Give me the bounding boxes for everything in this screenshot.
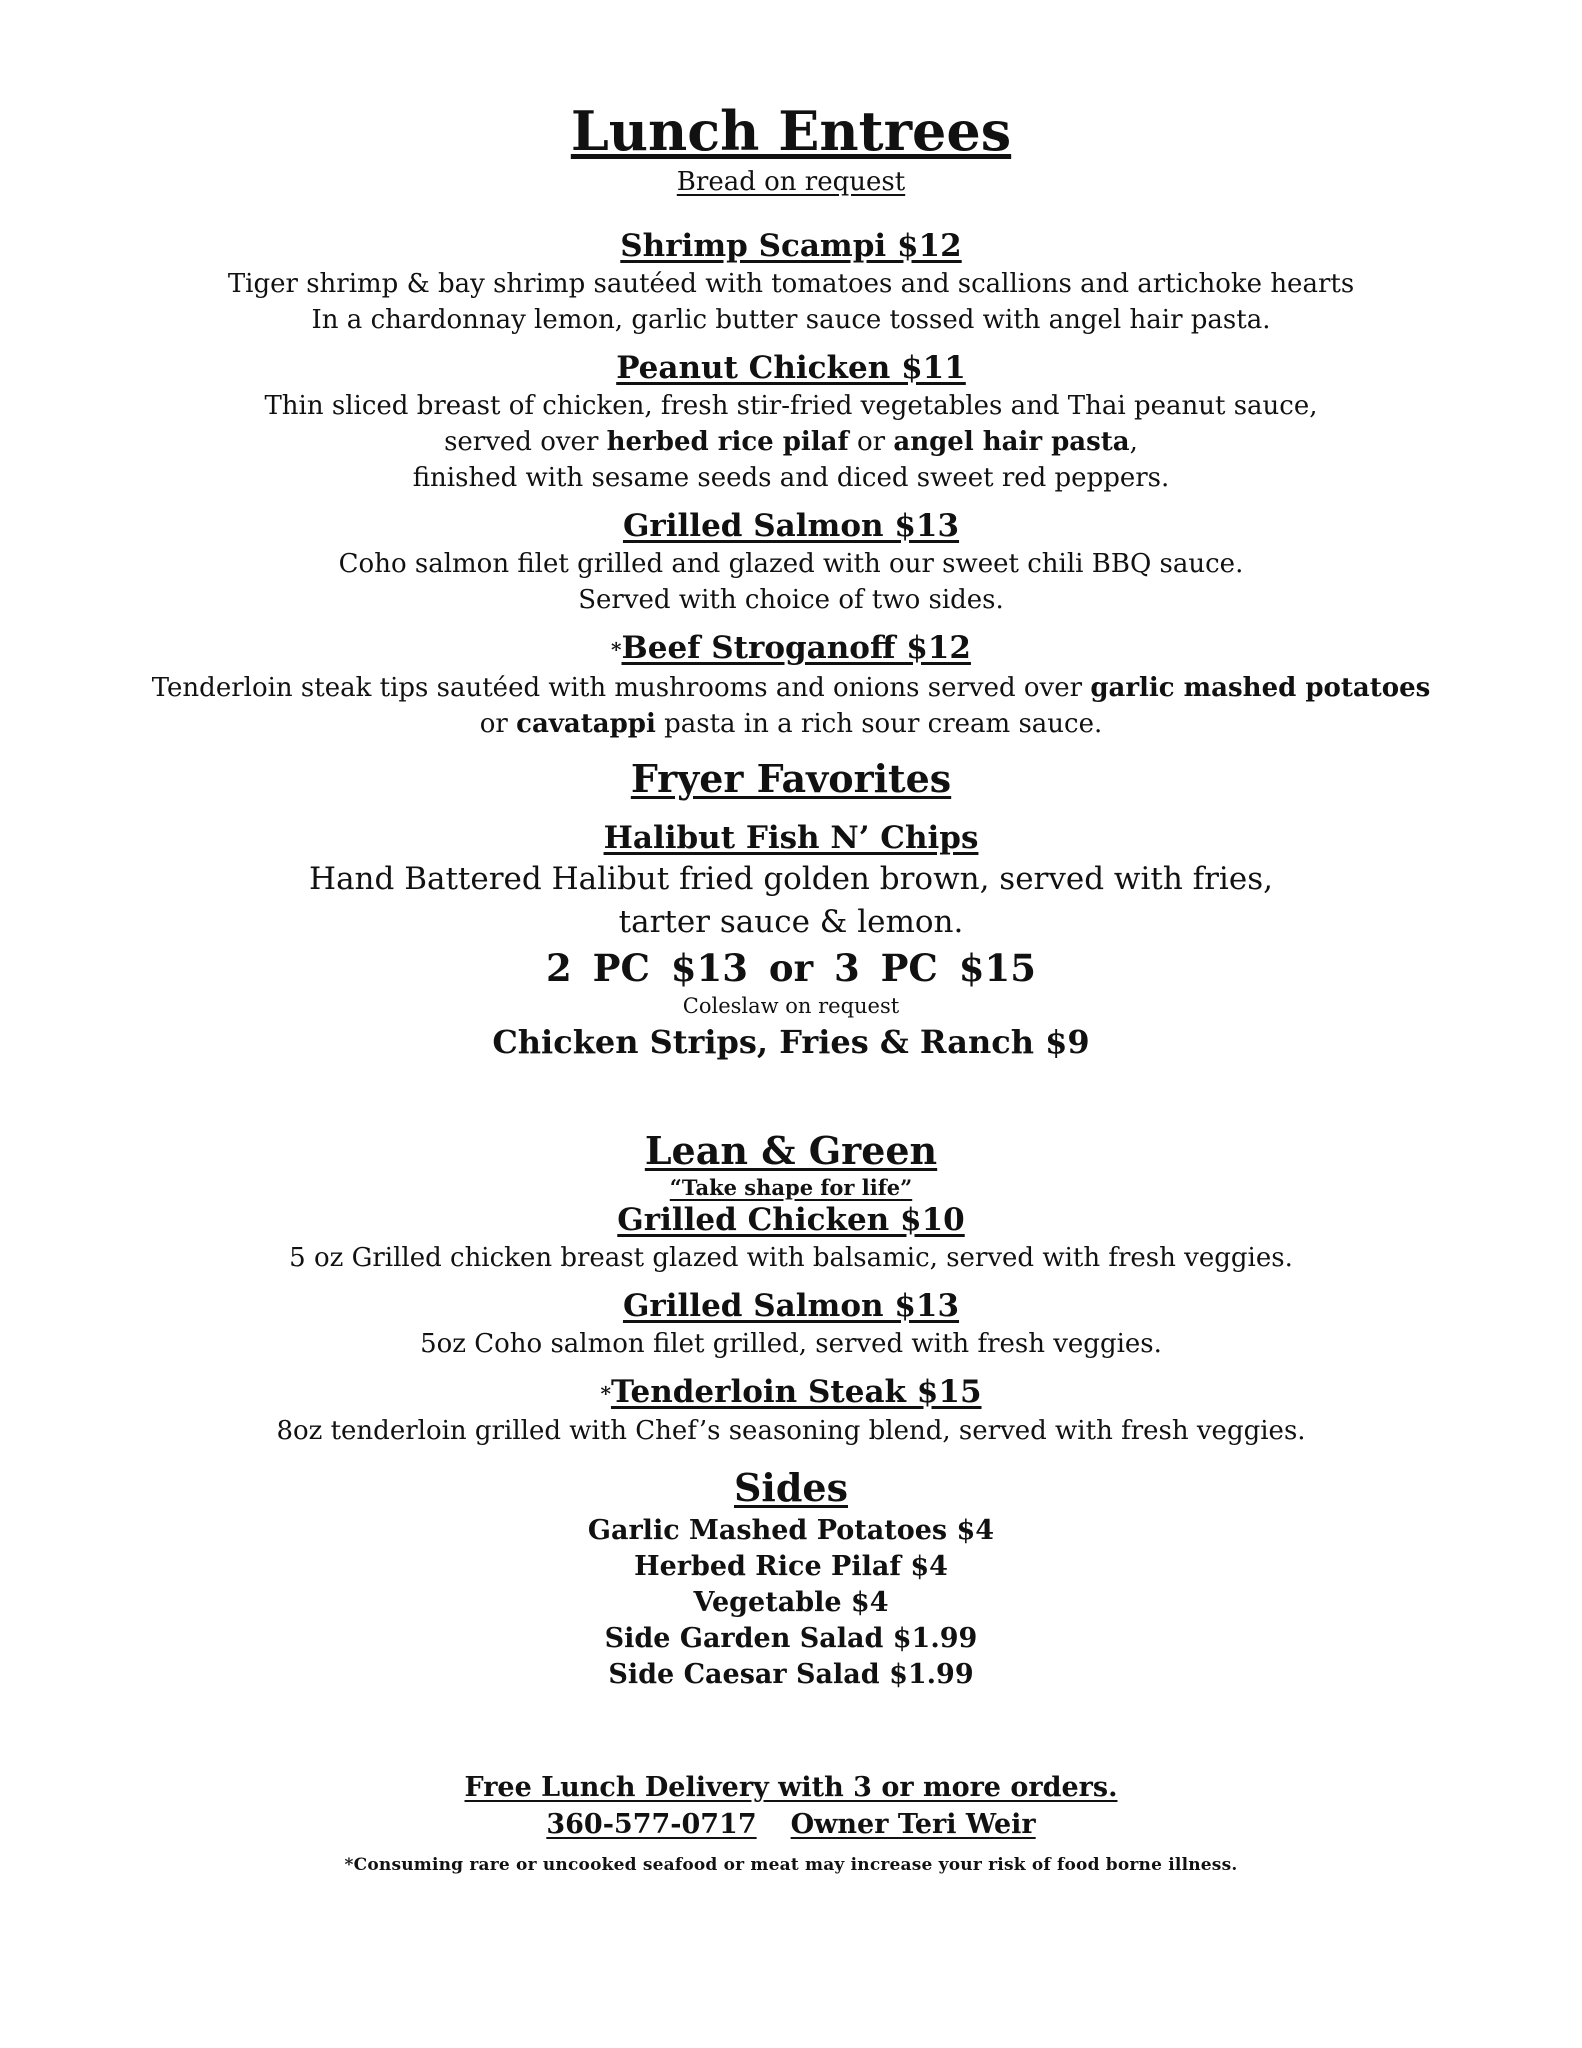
- item-desc-line: [0, 424, 1582, 460]
- owner-name: Owner Teri Weir: [790, 1809, 1036, 1840]
- item-desc-line: Thin sliced breast of chicken, fresh stir-fried vegetables and Thai peanut sauce,: [264, 391, 1318, 421]
- asterisk-mark: *: [600, 1381, 611, 1405]
- desc-text: or: [848, 427, 894, 457]
- item-title: Shrimp Scampi $12: [620, 228, 962, 264]
- menu-item-grilled-salmon: [0, 506, 1582, 618]
- side-item: Herbed Rice Pilaf $4: [634, 1551, 948, 1582]
- item-title: Grilled Salmon $13: [622, 1287, 960, 1324]
- item-desc-line: 8oz tenderloin grilled with Chef’s seasoning blend, served with fresh veggies.: [276, 1416, 1306, 1446]
- item-title: [0, 628, 1582, 670]
- item-desc-line: In a chardonnay lemon, garlic butter sauce tossed with angel hair pasta.: [311, 305, 1271, 335]
- menu-item-grilled-chicken: [0, 1200, 1582, 1276]
- menu-item-tenderloin-steak: [0, 1372, 1582, 1450]
- sides-section: [0, 1463, 1582, 1693]
- side-item: Side Garden Salad $1.99: [604, 1623, 978, 1654]
- lean-green-title: Lean & Green: [644, 1127, 938, 1173]
- item-desc-line: Tiger shrimp & bay shrimp sautéed with tomatoes and scallions and artichoke hearts: [227, 269, 1355, 299]
- desc-bold-option: herbed rice pilaf: [606, 427, 849, 457]
- item-title: Grilled Salmon $13: [622, 508, 960, 544]
- lunch-entrees-title: Lunch Entrees: [570, 99, 1012, 163]
- desc-bold-option: angel hair pasta: [893, 427, 1130, 457]
- halibut-title: Halibut Fish N’ Chips: [603, 819, 979, 856]
- item-title-text: Tenderloin Steak $15: [610, 1373, 982, 1410]
- desc-text: served over: [444, 427, 607, 457]
- item-title: Grilled Chicken $10: [617, 1201, 965, 1238]
- coleslaw-note: Coleslaw on request: [682, 993, 900, 1018]
- food-safety-disclaimer: *Consuming rare or uncooked seafood or meat may increase your risk of food borne illness.: [344, 1855, 1238, 1875]
- menu-footer: [0, 1769, 1582, 1877]
- menu-item-beef-stroganoff: [0, 628, 1582, 742]
- lean-green-section: [0, 1126, 1582, 1450]
- fryer-favorites-section: [0, 754, 1582, 1064]
- contact-line: [0, 1806, 1582, 1843]
- desc-bold-option: garlic mashed potatoes: [1090, 672, 1431, 703]
- phone-number: 360-577-0717: [546, 1809, 757, 1840]
- desc-text: Tenderloin steak tips sautéed with mushrooms and onions served over: [151, 672, 1091, 703]
- item-title: Peanut Chicken $11: [616, 350, 966, 386]
- halibut-desc-line: tarter sauce & lemon.: [618, 903, 964, 940]
- item-desc-line: Coho salmon filet grilled and glazed with our sweet chili BBQ sauce.: [338, 549, 1244, 579]
- desc-bold-option: cavatappi: [516, 708, 656, 739]
- delivery-note: Free Lunch Delivery with 3 or more orders.: [464, 1772, 1118, 1803]
- item-desc-line: 5oz Coho salmon filet grilled, served with fresh veggies.: [420, 1328, 1162, 1359]
- halibut-prices: 2 PC $13 or 3 PC $15: [546, 945, 1036, 990]
- item-desc-line: Served with choice of two sides.: [578, 585, 1004, 615]
- side-item: Vegetable $4: [693, 1587, 889, 1618]
- halibut-desc-line: Hand Battered Halibut fried golden brown, served with fries,: [309, 860, 1273, 897]
- menu-item-shrimp-scampi: [0, 226, 1582, 338]
- lean-green-tagline: “Take shape for life”: [669, 1174, 913, 1200]
- bread-note: Bread on request: [676, 167, 906, 197]
- menu-item-peanut-chicken: [0, 348, 1582, 496]
- side-item: Garlic Mashed Potatoes $4: [587, 1515, 995, 1546]
- item-desc-line: 5 oz Grilled chicken breast glazed with balsamic, served with fresh veggies.: [289, 1242, 1293, 1273]
- item-desc-line: [0, 706, 1582, 742]
- fryer-favorites-title: Fryer Favorites: [630, 755, 952, 801]
- item-desc-line: [0, 670, 1582, 706]
- menu-item-lean-grilled-salmon: [0, 1286, 1582, 1362]
- chicken-strips-item: Chicken Strips, Fries & Ranch $9: [492, 1022, 1090, 1061]
- item-title-text: Beef Stroganoff $12: [621, 630, 971, 666]
- desc-text: or: [479, 708, 517, 739]
- item-title: [0, 1372, 1582, 1414]
- side-item: Side Caesar Salad $1.99: [608, 1659, 974, 1690]
- desc-text: ,: [1129, 427, 1138, 457]
- item-desc-line: finished with sesame seeds and diced sweet red peppers.: [412, 463, 1170, 493]
- sides-title: Sides: [733, 1465, 849, 1510]
- lunch-entrees-section: [0, 96, 1582, 742]
- desc-text: pasta in a rich sour cream sauce.: [655, 708, 1103, 739]
- asterisk-mark: *: [611, 637, 622, 662]
